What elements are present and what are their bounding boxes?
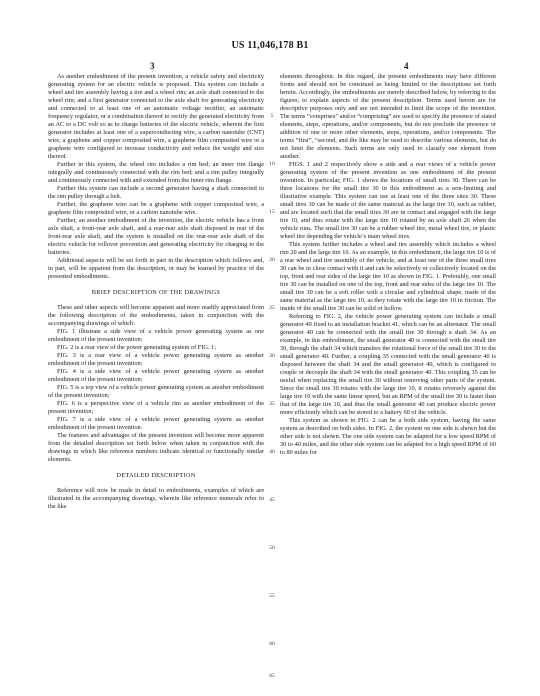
figure-description: FIG. 6 is a perspective view of a vehicle rim as another embodiment of the present invention; bbox=[48, 400, 264, 415]
figure-description: FIG. 4 is a side view of a vehicle power generating system as another embodiment of the present invention; bbox=[48, 368, 264, 383]
line-number: 20 bbox=[269, 257, 275, 263]
paragraph: Reference will now be made in detail to embodiments, examples of which are illustrated in the accompanying drawings, wherein like reference numerals refer to the like bbox=[48, 487, 264, 510]
figure-description: FIG. 7 is a side view of a vehicle power generating system as another embodiment of the present invention. bbox=[48, 416, 264, 431]
figure-description: FIG. 5 is a top view of a vehicle power generating system as another embodiment of the present invention; bbox=[48, 384, 264, 399]
section-heading-detailed: DETAILED DESCRIPTION bbox=[116, 472, 196, 479]
paragraph: Further, an another embodiment of the invention, the electric vehicle has a front axle shaft, a front-rear axle shaft, and a rear-rear axle shaft disposed in rear of the front-rear axle shaft, and the system is installed on the rear-rear axle shaft of the electric vehicle for rollover prevention and generating electricity for charging to the batteries. bbox=[48, 217, 264, 256]
line-number: 35 bbox=[269, 401, 275, 407]
page-number-right: 4 bbox=[404, 61, 409, 71]
line-number-gutter bbox=[264, 73, 280, 683]
figure-description: FIG. 1 illustrate a side view of a vehicle power generating system as one embodiment of the present invention; bbox=[48, 328, 264, 343]
line-number: 50 bbox=[269, 545, 275, 551]
paragraph: Further in this system, the wheel rim includes a rim bed; an inner rim flange integrally and continuously connected with the rim bed; and a rim pulley integrally and continuously connected with and extended from the inner rim flange. bbox=[48, 161, 264, 184]
figure-description: FIG. 2 is a rear view of the power generating system of FIG. 1; bbox=[57, 344, 216, 351]
paragraph: As another embodiment of the present invention, a vehicle safety and electricity generating system for an electric vehicle is proposed. This system can include a wheel and tire assembly having a tire and a wheel rim; an axle shaft connected to the wheel rim; and a first generator connected to the axle shaft for generating electricity and connected to at least one of an automatic voltage rectifier, an automatic frequency regulator, or a combination thereof to rectify the generated electricity from an AC to a DC volt so as to charge batteries of the electric vehicle, wherein the first generator includes at least one of a superconducting wire, a carbon nanotube (CNT) wire, a graphene and copper composited wire, a graphene film composited wire or a graphene wire configured to increase conductivity and reduce the weight and size thereof. bbox=[48, 73, 264, 160]
paragraph: These and other aspects will become apparent and more readily appreciated from the following description of the embodiments, taken in conjunction with the accompanying drawings of which: bbox=[48, 304, 264, 327]
figure-description: FIG. 3 is a rear view of a vehicle power generating system as another embodiment of the present invention; bbox=[48, 352, 264, 367]
page-number-left: 3 bbox=[150, 61, 155, 71]
paragraph: Further, the graphene wire can be a graphene with copper composited wire, a graphene film composited wire, or a carbon nanotube wire. bbox=[48, 201, 264, 216]
patent-number-header: US 11,046,178 B1 bbox=[231, 40, 309, 51]
line-number: 55 bbox=[269, 593, 275, 599]
line-number: 5 bbox=[270, 113, 274, 119]
paragraph: Additional aspects will be set forth in part in the description which follows and, in part, will be apparent from the description, or may be learned by practice of the presented embodiments. bbox=[48, 257, 264, 280]
line-number: 65 bbox=[269, 673, 275, 679]
left-column bbox=[48, 73, 264, 683]
line-number: 10 bbox=[269, 161, 275, 167]
line-number: 45 bbox=[269, 497, 275, 503]
line-number: 60 bbox=[269, 641, 275, 647]
right-column bbox=[280, 73, 496, 683]
paragraph: This system as shown in FIG. 2 can be a both side system, having the same system as described on both sides. In FIG. 2, the system on one side is shown but the other side is not shown. The one side system can be adapted for a low speed RPM of 30 to 40 miles, and the other side system can be adapted for a high speed RPM of 60 to 80 miles for bbox=[280, 417, 496, 456]
line-number: 15 bbox=[269, 209, 275, 215]
paragraph: Referring to FIG. 2, the vehicle power generating system can include a small generator 40 fixed to an installation bracket 41, which can be an alternator. The small generator 40 can be connected with the small tire 30 through a shaft 34. As an example, in this embodiment, the small generator 40 is connected with the small tire 30, through the shaft 34 which transfers the rotational force of the small tire 30 to the small generator 40. Further, a coupling 35 connected with the small generator 40 is disposed between the shaft 34 and the small generator 40, which is configured to couple or decouple the shaft 34 with the small generator 40. This coupling 35 can be useful when replacing the small tire 30 without removing other parts of the system. Since the small tire 30 rotates with the large tire 10, it rotates reversely against the large tire 10 with the same linear speed, but an RPM of the small tire 30 is faster than that of the large tire 10, and thus the small generator 40 can produce electric power more efficiently which can be stored to a battery 60 of the vehicle. bbox=[280, 313, 496, 416]
line-number: 40 bbox=[269, 449, 275, 455]
paragraph: elements throughout. In this regard, the present embodiments may have different forms and should not be construed as being limited to the descriptions set forth herein. Accordingly, the embodiments are merely described below, by referring to the figures, to explain aspects of the present description. Terms used herein are for descriptive purposes only and are not intended to limit the scope of the invention. The terms “comprises” and/or “comprising” are used to specify the presence of stated elements, steps, operations, and/or components, but do not preclude the presence or addition of one or more other elements, steps, operations, and/or components. The terms “first”, “second, and the like may be used to describe various elements, but do not limit the elements. Such terms are only used to classify one element from another. bbox=[280, 73, 496, 160]
paragraph: This system further includes a wheel and tire assembly which includes a wheel rim 20 and the large tire 10. As an example, in this embodiment, the large tire 10 is of a rear wheel and tire assembly of the vehicle, and at least one of the three small tires 30 can be in close contact with it and can be selectively or collectively located on the top, front and rear sides of the large tire 10 as shown in FIG. 1. Preferably, one small tire 30 can be installed on one of the top, front and rear sides of the large tire 10. The small tire 30 can be a soft roller with a circular and cylindrical shape, made of the same material as the large tire 10, as they rotate with the large tire 10 in friction. The inside of the small tire 30 can be solid or hollow. bbox=[280, 241, 496, 312]
section-heading-drawings: BRIEF DESCRIPTION OF THE DRAWINGS bbox=[91, 289, 221, 296]
paragraph: The features and advantages of the present invention will become more apparent from the detailed description set forth below when taken in conjunction with the drawings in which like reference numbers indicate identical or functionally similar elements. bbox=[48, 432, 264, 463]
line-number: 25 bbox=[269, 305, 275, 311]
paragraph: FIGS. 1 and 2 respectively show a side and a rear views of a vehicle power generating system of the present invention as one embodiment of the present invention. In particular, FIG. 1 shows the locations of small tires 30. There can be three locations for the small tire 30 in this embodiment as a non-limiting and illustrative example. This system can use at least one of the three sites 30. These small tires 30 can be made of the same material as the large tire 10, such as rubber, and are located such that the small tires 30 are in contact and engaged with the large tire 10, and thus rotate with the large tire 10 rotated by an axle shaft 26 when the vehicle runs. The small tire 30 can be a rubber wheel tire, metal wheel tire, or plastic wheel tire depending the vehicle’s main wheel tires. bbox=[280, 161, 496, 240]
line-number: 30 bbox=[269, 353, 275, 359]
paragraph: Further this system can include a second generator having a shaft connected to the rim pulley through a belt. bbox=[48, 185, 264, 200]
